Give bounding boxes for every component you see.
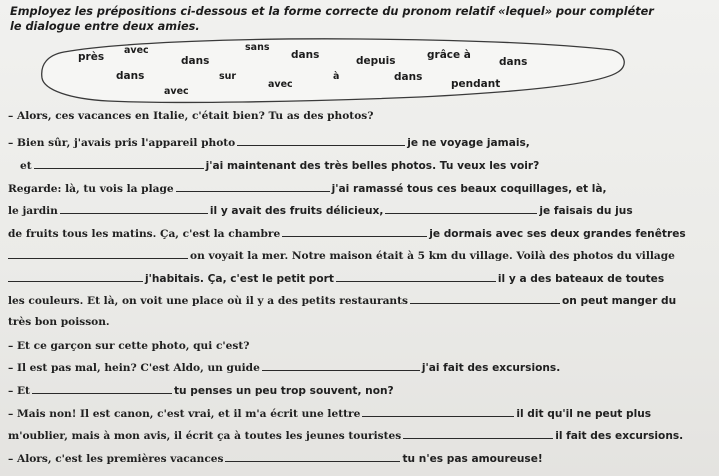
word-bank-item: à: [333, 71, 340, 82]
dialogue-text: – Mais non! Il est canon, c'est vrai, et il m'a écrit une lettre: [8, 408, 361, 420]
instruction-line-2: le dialogue entre deux amies.: [10, 20, 200, 33]
dialogue-text: – Et: [8, 385, 30, 397]
word-bank-item: dans: [116, 70, 145, 82]
answer-blank[interactable]: [8, 248, 188, 259]
word-bank-item: pendant: [451, 78, 501, 90]
dialogue-line-7: [8, 248, 713, 263]
answer-blank[interactable]: [385, 203, 537, 214]
dialogue-text: il y avait des fruits délicieux,: [209, 205, 384, 217]
instruction-line-1: Employez les prépositions ci-dessous et la forme correcte du pronom relatif «lequel» pour compléter: [10, 5, 654, 18]
answer-blank[interactable]: [60, 203, 208, 214]
answer-blank[interactable]: [32, 383, 172, 394]
dialogue-text: – Bien sûr, j'avais pris l'appareil photo: [8, 137, 236, 149]
word-bank-item: avec: [268, 79, 293, 90]
dialogue-text: j'ai fait des excursions.: [421, 362, 561, 374]
word-bank-item: avec: [124, 45, 149, 56]
word-bank-item: près: [78, 51, 105, 63]
dialogue-line-6: [8, 226, 713, 241]
dialogue-text: il fait des excursions.: [555, 430, 684, 442]
answer-blank[interactable]: [336, 271, 496, 282]
dialogue-text: m'oublier, mais à mon avis, il écrit ça à toutes les jeunes touristes: [8, 430, 402, 442]
word-bank-item: sur: [219, 71, 237, 82]
answer-blank[interactable]: [176, 181, 330, 192]
answer-blank[interactable]: [262, 360, 420, 371]
dialogue-line-11: [8, 339, 713, 353]
dialogue-text: j'ai maintenant des très belles photos. Tu veux les voir?: [205, 160, 540, 172]
dialogue-line-2: [8, 135, 713, 150]
dialogue-text: et: [20, 160, 32, 172]
dialogue-line-1: [8, 109, 713, 123]
dialogue-text: tu penses un peu trop souvent, non?: [173, 385, 394, 397]
dialogue-line-8: [8, 271, 713, 286]
dialogue-line-14: [8, 406, 713, 421]
dialogue-text: Regarde: là, tu vois la plage: [8, 183, 174, 195]
dialogue-line-10: [8, 315, 713, 329]
dialogue-text: on voyait la mer. Notre maison était à 5 km du village. Voilà des photos du village: [190, 250, 675, 262]
dialogue-text: les couleurs. Et là, on voit une place où il y a des petits restaurants: [8, 295, 408, 307]
word-bank-item: dans: [291, 49, 320, 61]
dialogue-line-12: [8, 360, 713, 375]
answer-blank[interactable]: [362, 406, 514, 417]
dialogue-line-16: [8, 451, 713, 466]
answer-blank[interactable]: [8, 271, 143, 282]
answer-blank[interactable]: [410, 293, 560, 304]
word-bank-item: dans: [394, 71, 423, 83]
dialogue-text: – Alors, ces vacances en Italie, c'était bien? Tu as des photos?: [8, 110, 374, 122]
word-bank-item: dans: [181, 55, 210, 67]
answer-blank[interactable]: [34, 158, 204, 169]
dialogue-text: – Alors, c'est les premières vacances: [8, 453, 224, 465]
word-bank-item: dans: [499, 56, 528, 68]
dialogue-line-3: [8, 158, 713, 173]
dialogue-text: je ne voyage jamais,: [407, 137, 530, 149]
dialogue-line-13: [8, 383, 713, 398]
dialogue-line-4: [8, 181, 713, 196]
dialogue-text: j'habitais. Ça, c'est le petit port: [145, 273, 334, 285]
dialogue-text: il dit qu'il ne peut plus: [516, 408, 652, 420]
dialogue-line-9: [8, 293, 713, 308]
dialogue-text: – Il est pas mal, hein? C'est Aldo, un guide: [8, 362, 260, 374]
dialogue-line-15: [8, 428, 713, 443]
answer-blank[interactable]: [225, 451, 400, 462]
word-bank-item: grâce à: [427, 49, 471, 61]
dialogue-text: je dormais avec ses deux grandes fenêtres: [429, 228, 686, 240]
word-bank-item: sans: [245, 42, 270, 53]
dialogue-line-5: [8, 203, 713, 218]
dialogue-text: très bon poisson.: [8, 316, 110, 328]
dialogue-text: de fruits tous les matins. Ça, c'est la chambre: [8, 228, 281, 240]
dialogue-text: – Et ce garçon sur cette photo, qui c'est?: [8, 340, 250, 352]
answer-blank[interactable]: [403, 428, 553, 439]
dialogue-text: j'ai ramassé tous ces beaux coquillages, et là,: [331, 183, 607, 195]
word-bank-item: depuis: [356, 55, 396, 67]
dialogue-text: le jardin: [8, 205, 58, 217]
dialogue-text: tu n'es pas amoureuse!: [402, 453, 543, 465]
word-bank-item: avec: [164, 86, 189, 97]
answer-blank[interactable]: [237, 135, 405, 146]
dialogue-text: on peut manger du: [562, 295, 677, 307]
answer-blank[interactable]: [282, 226, 427, 237]
dialogue-text: il y a des bateaux de toutes: [497, 273, 665, 285]
dialogue-text: je faisais du jus: [539, 205, 633, 217]
